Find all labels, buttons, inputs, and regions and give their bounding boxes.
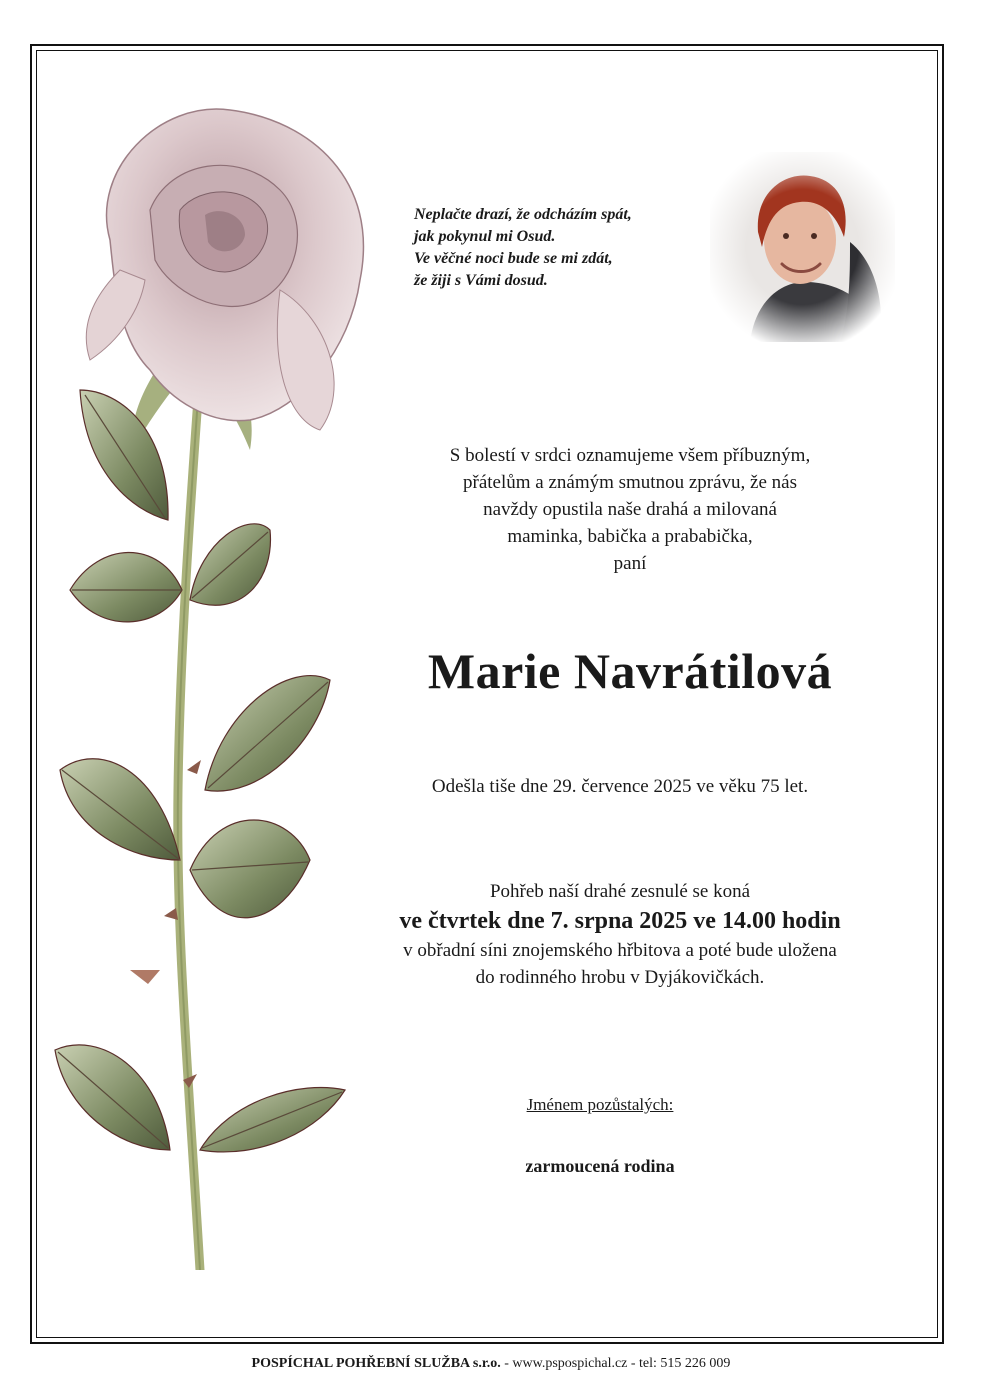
poem-line: že žiji s Vámi dosud.: [414, 272, 548, 289]
rose-stem: [178, 370, 200, 1270]
portrait-photo: [710, 152, 895, 342]
on-behalf-label: Jménem pozůstalých:: [526, 1095, 674, 1114]
rose-leaves: [55, 390, 345, 1152]
announcement-line: paní: [613, 553, 647, 574]
announcement-line: navždy opustila naše drahá a milovaná: [483, 499, 777, 520]
announcement: [380, 442, 880, 577]
poem: [414, 204, 714, 292]
funeral-place: do rodinného hrobu v Dyjákovičkách.: [475, 967, 765, 988]
footer: [0, 1354, 982, 1374]
poem-line: jak pokynul mi Osud.: [414, 228, 556, 245]
family-signature: zarmoucená rodina: [525, 1156, 675, 1176]
poem-line: Ve věčné noci bude se mi zdát,: [414, 250, 613, 267]
footer-company: POSPÍCHAL POHŘEBNÍ SLUŽBA s.r.o.: [251, 1356, 501, 1371]
footer-contact: - www.pspospichal.cz - tel: 515 226 009: [500, 1356, 731, 1371]
funeral-intro: Pohřeb naší drahé zesnulé se koná: [489, 881, 751, 902]
funeral-datetime: ve čtvrtek dne 7. srpna 2025 ve 14.00 hodin: [399, 908, 841, 934]
funeral-info: [340, 878, 900, 991]
poem-line: Neplačte drazí, že odcházím spát,: [414, 206, 632, 223]
announcement-line: přátelům a známým smutnou zprávu, že nás: [463, 472, 797, 493]
leaf: [70, 553, 182, 622]
thorn: [187, 760, 201, 774]
thorn: [164, 908, 178, 920]
thorn: [130, 970, 160, 984]
departed-text: Odešla tiše dne 29. července 2025 ve věku 75 let.: [431, 776, 809, 797]
announcement-line: S bolestí v srdci oznamujeme všem příbuzným,: [449, 445, 811, 466]
leaf: [60, 759, 180, 860]
funeral-place: v obřadní síni znojemského hřbitova a poté bude uložena: [403, 940, 837, 961]
deceased-name: Marie Navrátilová: [427, 643, 833, 699]
announcement-line: maminka, babička a prababička,: [507, 526, 753, 547]
rose-illustration: [50, 90, 370, 1270]
rose-bloom: [86, 109, 363, 430]
